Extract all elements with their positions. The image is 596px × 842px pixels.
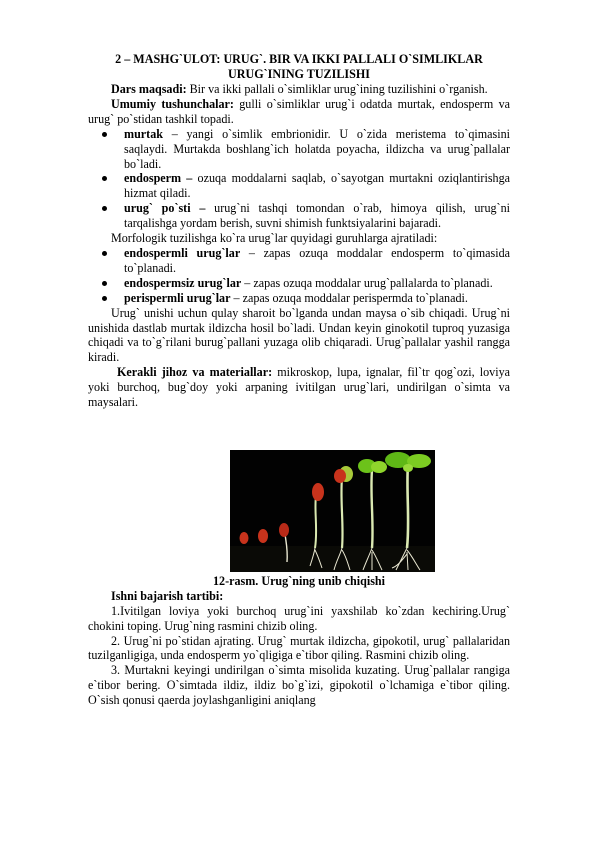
list-text: – yangi o`simlik embrionidir. U o`zida meristema to`qimasini saqlaydi. Murtakda boshlang`ich holatda poyacha, ildizcha va urug`pallalar bo`ladi. bbox=[124, 126, 510, 171]
aim-text: Bir va ikki pallali o`simliklar urug`ining tuzilishini o`rganish. bbox=[186, 82, 488, 96]
materials-paragraph bbox=[88, 365, 510, 410]
seed-parts-list bbox=[88, 127, 510, 231]
figure-caption: 12-rasm. Urug`ning unib chiqishi bbox=[212, 573, 386, 588]
document-page bbox=[88, 52, 510, 708]
materials-text: mikroskop, lupa, ignalar, fil`tr qog`ozi, loviya yoki burchoq, bug`doy yoki arpaning ivitilgan urug`lari, undirilgan o`simta va maysalari. bbox=[88, 365, 511, 410]
aim-label: Dars maqsadi: bbox=[111, 82, 187, 96]
seed-stage-3 bbox=[279, 523, 289, 537]
list-text: – zapas ozuqa moddalar urug`pallalarda to`planadi. bbox=[241, 275, 493, 290]
list-text: urug`ni tashqi tomondan o`rab, himoya qilish, urug`ni tarqalishga yordam berish, suvni shimish funktsiyalarini bajaradi. bbox=[124, 201, 510, 231]
list-term: endospermsiz urug`lar bbox=[124, 275, 242, 290]
seed-stage-2 bbox=[258, 529, 268, 543]
list-text: – zapas ozuqa moddalar endosperm to`qimasida to`planadi. bbox=[124, 245, 510, 275]
materials-label: Kerakli jihoz va materiallar: bbox=[117, 365, 273, 380]
list-term: murtak bbox=[124, 126, 163, 141]
title-line-1: 2 – MASHG`ULOT: URUG`. BIR VA IKKI PALLALI O`SIMLIKLAR bbox=[115, 52, 483, 66]
seedling-illustration bbox=[230, 450, 435, 572]
concepts-text: gulli o`simliklar urug`i odatda murtak, endosperm va urug` po`stidan tashkil topadi. bbox=[88, 96, 510, 126]
list-item bbox=[88, 171, 510, 201]
list-item bbox=[88, 127, 510, 172]
procedure-step: 3. Murtakni keyingi undirilgan o`simta misolida kuzating. Urug`pallalar rangiga e`tibor bering. O`simtada ildiz, ildiz bo`g`izi, gipokotil o`lchamiga e`tibor qiling. O`sish qonusi qaerda joylashganligini aniqlang bbox=[88, 663, 510, 708]
list-item bbox=[88, 276, 510, 291]
procedure-step: 2. Urug`ni po`stidan ajrating. Urug` murtak ildizcha, gipokotil, urug` pallalaridan tuzilganligiga, unda endosperm yo`qligiga e`tibor qiling. Rasmini chizib oling. bbox=[88, 633, 510, 663]
list-term: urug` po`sti – bbox=[124, 201, 206, 216]
seed-stage-1 bbox=[240, 532, 249, 544]
procedure-title bbox=[88, 589, 510, 604]
procedure-step: 1.Ivitilgan loviya yoki burchoq urug`ini yaxshilab ko`zdan kechiring.Urug` chokini toping. Urug`ning rasmini chizib oling. bbox=[88, 603, 510, 633]
procedure-title-text: Ishni bajarish tartibi: bbox=[111, 588, 224, 603]
list-term: endosperm – bbox=[124, 171, 193, 186]
list-term: perispermli urug`lar bbox=[124, 290, 231, 305]
morphology-intro: Morfologik tuzilishga ko`ra urug`lar quyidagi guruhlarga ajratiladi: bbox=[111, 231, 438, 246]
lesson-aim bbox=[88, 82, 510, 97]
list-item bbox=[88, 246, 510, 276]
concepts-label: Umumiy tushunchalar: bbox=[111, 96, 234, 111]
list-term: endospermli urug`lar bbox=[124, 245, 241, 260]
list-item bbox=[88, 291, 510, 306]
germination-photo bbox=[230, 450, 435, 572]
germination-paragraph: Urug` unishi uchun qulay sharoit bo`lganda undan maysa o`sib chiqadi. Urug`ni unishida dastlab murtak ildizcha hosil bo`ladi. Undan keyin ginokotil tuproq yuzasiga chiqadi va to`g`rilani burug`pallani yuzaga olib chiqaradi. Urug`pallalar yashil rangga kiradi. bbox=[88, 305, 510, 365]
list-item bbox=[88, 201, 510, 231]
list-text: ozuqa moddalarni saqlab, o`sayotgan murtakni oziqlantirishga hizmat qiladi. bbox=[124, 171, 510, 201]
list-text: – zapas ozuqa moddalar perispermda to`planadi. bbox=[230, 290, 468, 305]
title-line-2: URUG`INING TUZILISHI bbox=[228, 66, 370, 81]
general-concepts bbox=[88, 97, 510, 127]
seed-groups-list bbox=[88, 246, 510, 306]
lesson-title bbox=[88, 52, 510, 81]
seed-stage-4 bbox=[312, 483, 324, 501]
